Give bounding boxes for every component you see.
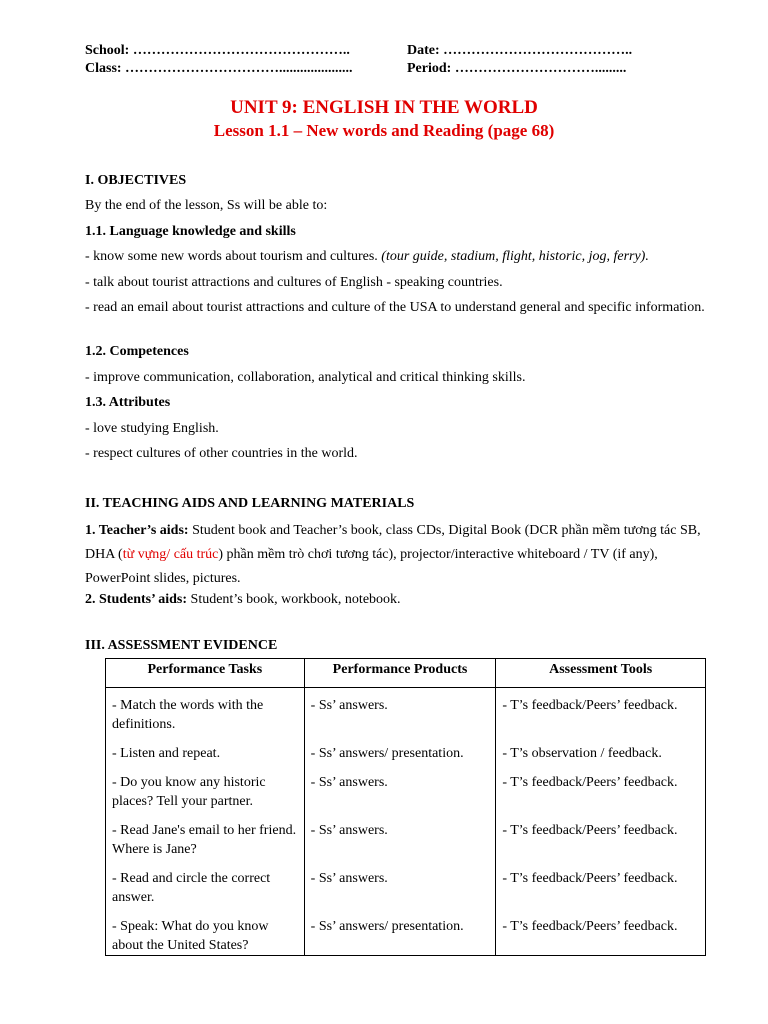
assessment-table-header — [106, 659, 706, 688]
attributes-heading: 1.3. Attributes — [85, 395, 171, 410]
header-row-1 — [85, 42, 633, 61]
teacher-aids-text-2: ) phần mềm trò chơi tương tác), projector/interactive whiteboard / TV (if any), PowerPoint slides, pictures. — [85, 547, 658, 586]
table-row — [106, 688, 706, 744]
table-cell: - Match the words with the definitions. — [106, 688, 305, 744]
teacher-aids-text-1: Student book and Teacher’s book, class CDs, Digital Book (DCR phần mềm tương tác SB, DHA ( — [85, 523, 701, 562]
table-cell: - Listen and repeat. — [106, 743, 305, 772]
table-cell: - Ss’ answers. — [304, 820, 496, 868]
table-row — [106, 868, 706, 916]
aids-heading: II. TEACHING AIDS AND LEARNING MATERIALS — [85, 496, 415, 511]
table-row — [106, 916, 706, 956]
student-aids — [85, 590, 710, 609]
table-cell: - Speak: What do you know about the United States? — [106, 916, 305, 956]
table-cell: - Ss’ answers/ presentation. — [304, 916, 496, 956]
table-cell: - Ss’ answers/ presentation. — [304, 743, 496, 772]
column-header-tasks: Performance Tasks — [106, 659, 305, 688]
knowledge-item-1-text: - know some new words about tourism and cultures. — [85, 249, 382, 264]
objectives-intro: By the end of the lesson, Ss will be able to: — [85, 198, 328, 213]
teacher-aids-label: 1. Teacher’s aids: — [85, 523, 189, 538]
header-row-2 — [85, 60, 627, 79]
period-field: Period: …………………………......... — [407, 61, 627, 76]
knowledge-item-1 — [85, 247, 710, 266]
table-cell: - T’s feedback/Peers’ feedback. — [496, 688, 706, 744]
attributes-item-1: - love studying English. — [85, 421, 219, 436]
table-cell: - Do you know any historic places? Tell your partner. — [106, 772, 305, 820]
date-field: Date: ………………………………….. — [407, 43, 633, 58]
table-row — [106, 743, 706, 772]
student-aids-label: 2. Students’ aids: — [85, 592, 188, 607]
unit-title: UNIT 9: ENGLISH IN THE WORLD — [230, 97, 538, 118]
table-cell: - Ss’ answers. — [304, 868, 496, 916]
knowledge-heading: 1.1. Language knowledge and skills — [85, 224, 296, 239]
knowledge-item-2: - talk about tourist attractions and cultures of English - speaking countries. — [85, 275, 503, 290]
table-cell: - Read and circle the correct answer. — [106, 868, 305, 916]
teacher-aids-text-red: từ vựng/ cấu trúc — [122, 547, 219, 562]
column-header-tools: Assessment Tools — [496, 659, 706, 688]
assessment-table — [105, 658, 706, 956]
column-header-products: Performance Products — [304, 659, 496, 688]
assessment-heading: III. ASSESSMENT EVIDENCE — [85, 638, 278, 653]
table-cell: - Ss’ answers. — [304, 772, 496, 820]
table-cell: - Read Jane's email to her friend. Where is Jane? — [106, 820, 305, 868]
table-row — [106, 772, 706, 820]
table-cell: - T’s observation / feedback. — [496, 743, 706, 772]
table-cell: - T’s feedback/Peers’ feedback. — [496, 868, 706, 916]
attributes-item-2: - respect cultures of other countries in the world. — [85, 446, 358, 461]
lesson-title: Lesson 1.1 – New words and Reading (page 68) — [213, 121, 555, 140]
objectives-heading: I. OBJECTIVES — [85, 173, 187, 188]
knowledge-item-1-vocab: (tour guide, stadium, flight, historic, jog, ferry). — [381, 249, 649, 264]
table-cell: - T’s feedback/Peers’ feedback. — [496, 820, 706, 868]
school-field: School: ……………………………………….. — [85, 43, 350, 58]
table-row — [106, 820, 706, 868]
table-cell: - Ss’ answers. — [304, 688, 496, 744]
knowledge-item-3: - read an email about tourist attractions and culture of the USA to understand general and specific information. — [85, 300, 705, 315]
table-cell: - T’s feedback/Peers’ feedback. — [496, 916, 706, 956]
class-field: Class: ……………………………..................... — [85, 61, 353, 76]
competences-heading: 1.2. Competences — [85, 344, 189, 359]
competences-item-1: - improve communication, collaboration, analytical and critical thinking skills. — [85, 370, 526, 385]
table-cell: - T’s feedback/Peers’ feedback. — [496, 772, 706, 820]
student-aids-text: Student’s book, workbook, notebook. — [187, 592, 401, 607]
teacher-aids — [85, 519, 710, 591]
